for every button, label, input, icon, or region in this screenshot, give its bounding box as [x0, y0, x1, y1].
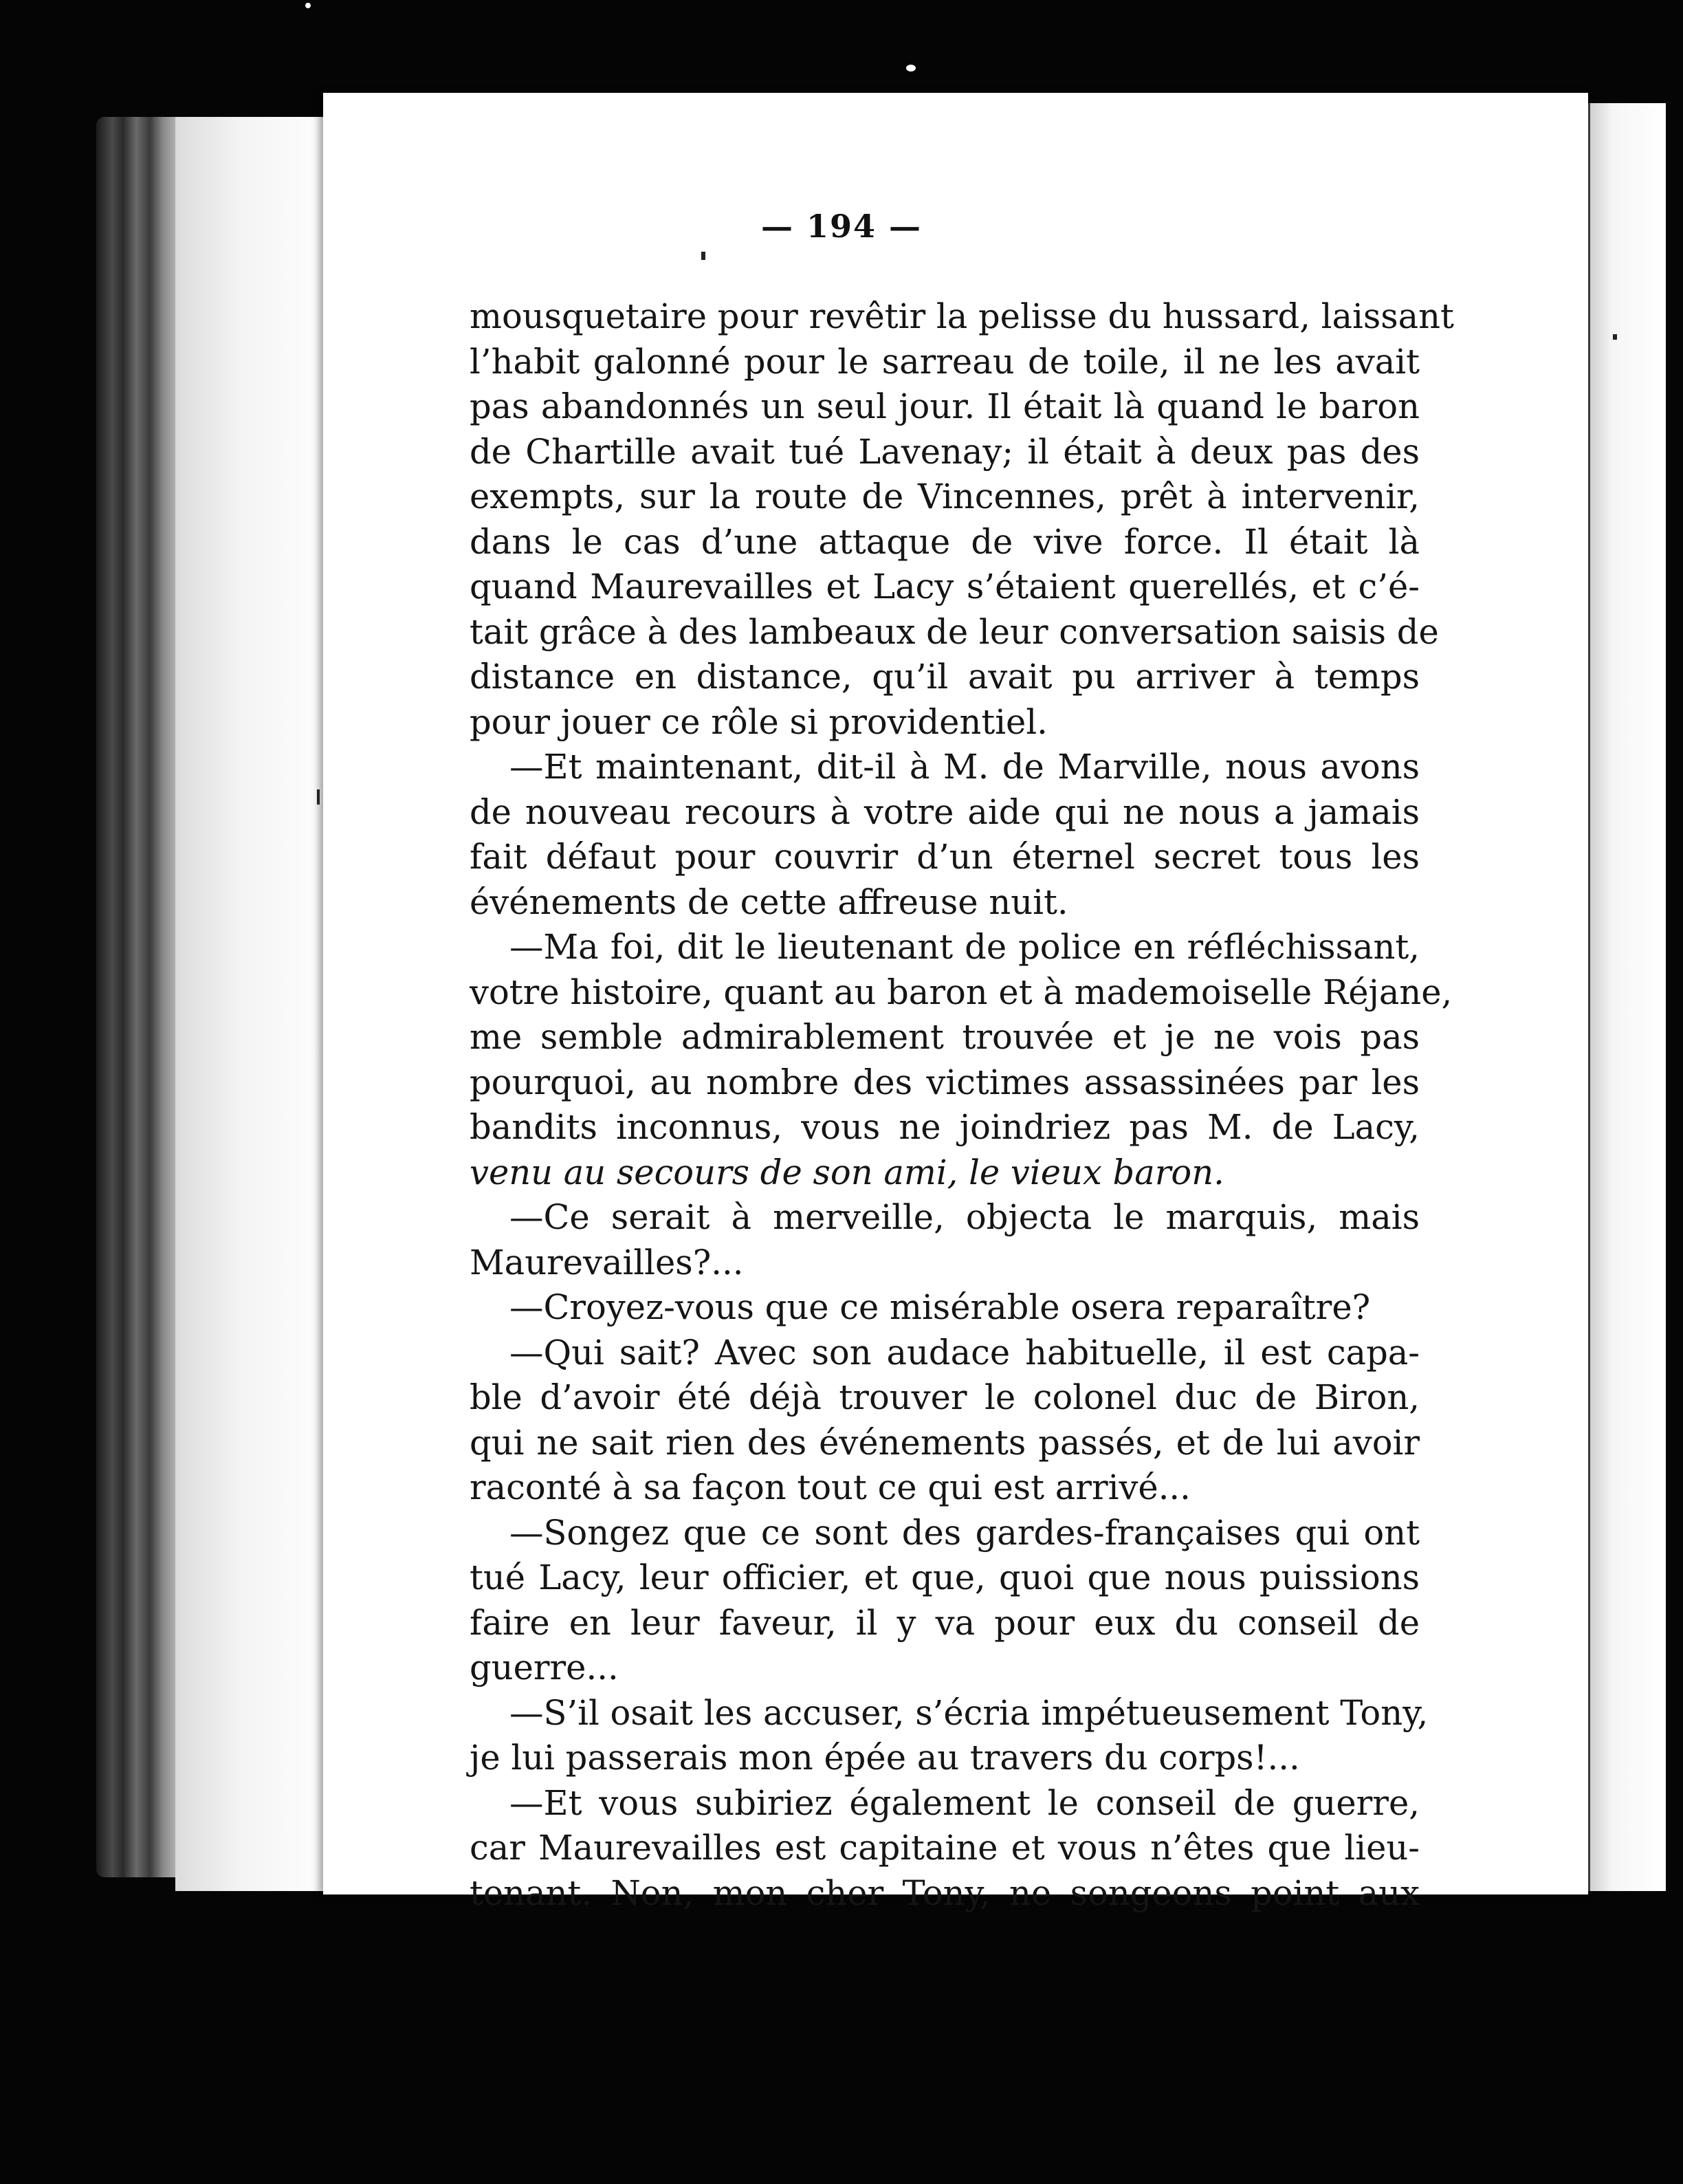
- text-line: tué Lacy, leur officier, et que, quoi que nous puissions: [470, 1558, 1420, 1597]
- scan-speck: [906, 65, 916, 72]
- margin-mark: [1613, 334, 1617, 340]
- margin-mark: [317, 789, 320, 805]
- book-spine-edge: [96, 117, 186, 1877]
- text-line: venu au secours de son ami, le vieux baron.: [470, 1152, 1224, 1192]
- text-line: Maurevailles?...: [470, 1242, 744, 1282]
- text-line: distance en distance, qu’il avait pu arriver à temps: [470, 657, 1420, 697]
- text-line: ble d’avoir été déjà trouver le colonel duc de Biron,: [470, 1377, 1420, 1417]
- text-line: pas abandonnés un seul jour. Il était là quand le baron: [470, 386, 1420, 426]
- text-line: exempts, sur la route de Vincennes, prêt à intervenir,: [470, 477, 1420, 516]
- page-number: — 194 —: [760, 208, 923, 245]
- text-line: —Et maintenant, dit-il à M. de Marville, nous avons: [509, 747, 1420, 787]
- text-line: pour jouer ce rôle si providentiel.: [470, 701, 1048, 742]
- text-line: —Ma foi, dit le lieutenant de police en réfléchissant,: [509, 927, 1420, 967]
- text-line: tait grâce à des lambeaux de leur conversation saisis de: [470, 611, 1439, 652]
- text-line: de Chartille avait tué Lavenay; il était à deux pas des: [470, 431, 1420, 472]
- text-line: me semble admirablement trouvée et je ne vois pas: [470, 1017, 1420, 1057]
- text-line: —Croyez-vous que ce misérable osera reparaître?: [509, 1287, 1371, 1327]
- text-line: dans le cas d’une attaque de vive force. Il était là: [470, 521, 1420, 562]
- text-line: qui ne sait rien des événements passés, et de lui avoir: [470, 1422, 1420, 1463]
- text-line: guerre...: [470, 1648, 619, 1688]
- text-line: —Ce serait à merveille, objecta le marquis, mais: [509, 1197, 1420, 1237]
- previous-page-edge: [175, 117, 340, 1891]
- text-line: car Maurevailles est capitaine et vous n’êtes que lieu-: [470, 1828, 1420, 1868]
- text-line: fait défaut pour couvrir d’un éternel secret tous les: [470, 837, 1420, 877]
- text-line: —Qui sait? Avec son audace habituelle, il est capa-: [509, 1332, 1420, 1373]
- text-line: l’habit galonné pour le sarreau de toile, il ne les avait: [470, 341, 1420, 382]
- text-line: faire en leur faveur, il y va pour eux du conseil de: [470, 1602, 1420, 1643]
- next-page-edge: [1588, 103, 1666, 1891]
- scan-speck: [305, 3, 311, 8]
- text-line: je lui passerais mon épée au travers du corps!...: [470, 1738, 1300, 1778]
- text-line: votre histoire, quant au baron et à mademoiselle Réjane,: [470, 972, 1453, 1012]
- text-line: —Songez que ce sont des gardes-françaises qui ont: [509, 1512, 1420, 1553]
- text-line: bandits inconnus, vous ne joindriez pas M. de Lacy,: [470, 1107, 1420, 1147]
- text-line: —S’il osait les accuser, s’écria impétueusement Tony,: [509, 1692, 1429, 1733]
- text-line: —Et vous subiriez également le conseil de guerre,: [509, 1782, 1420, 1823]
- text-line: de nouveau recours à votre aide qui ne nous a jamais: [470, 791, 1420, 832]
- text-line: quand Maurevailles et Lacy s’étaient querellés, et c’é-: [470, 567, 1420, 607]
- body-text: [470, 294, 1454, 1916]
- text-line: mousquetaire pour revêtir la pelisse du hussard, laissant: [470, 296, 1454, 336]
- text-line: événements de cette affreuse nuit.: [470, 882, 1068, 922]
- margin-mark: [701, 252, 705, 260]
- text-line: tenant. Non, mon cher Tony, ne songeons point aux: [470, 1872, 1420, 1913]
- text-line: raconté à sa façon tout ce qui est arrivé...: [470, 1467, 1191, 1507]
- text-line: pourquoi, au nombre des victimes assassinées par les: [470, 1062, 1420, 1102]
